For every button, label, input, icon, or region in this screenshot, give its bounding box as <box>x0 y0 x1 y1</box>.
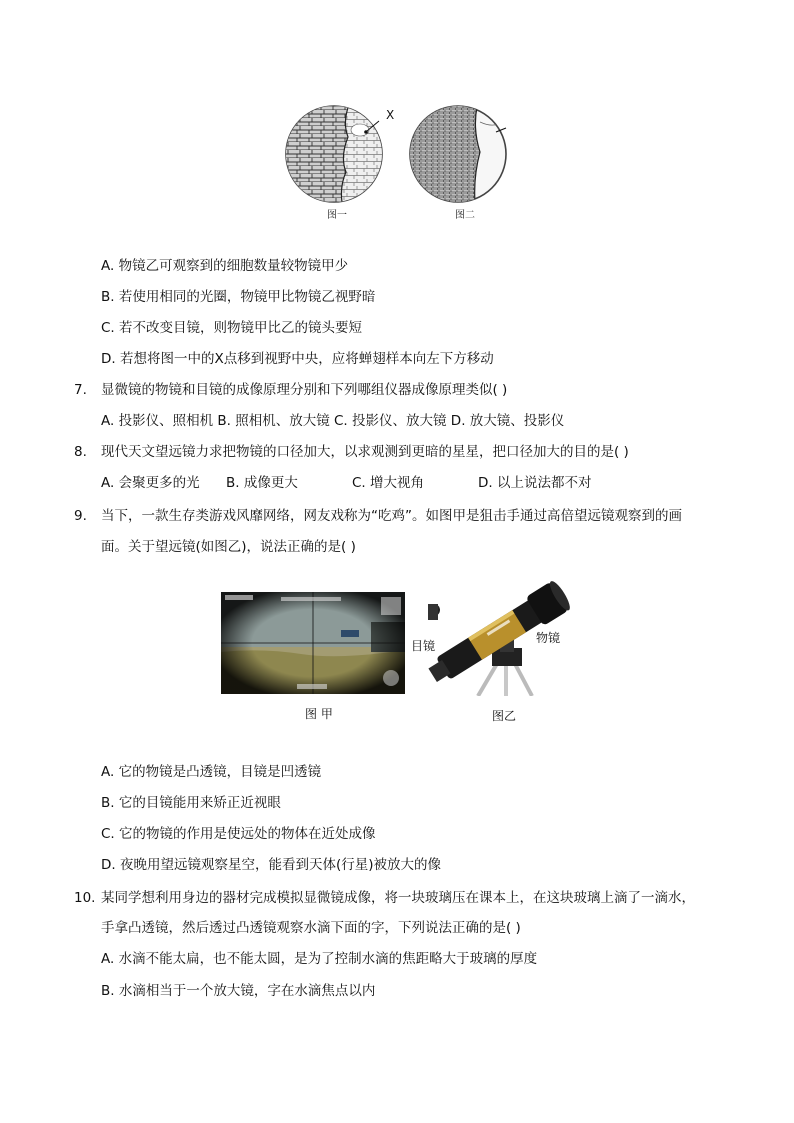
label-x: X <box>386 108 395 122</box>
microscope-view-1 <box>282 102 395 212</box>
q6-option-a: A. 物镜乙可观察到的细胞数量较物镜甲少 <box>101 258 349 274</box>
label-objective: 物镜 <box>536 631 561 645</box>
q8-option-c: C. 增大视角 <box>352 475 425 491</box>
label-eyepiece: 目镜 <box>411 639 436 653</box>
q10-stem-line-2: 手拿凸透镜，然后透过凸透镜观察水滴下面的字，下列说法正确的是( ) <box>101 920 521 936</box>
q10-stem-line-1: 某同学想利用身边的器材完成模拟显微镜成像，将一块玻璃压在课本上，在这块玻璃上滴了一滴水， <box>101 890 695 906</box>
q6-option-b: B. 若使用相同的光圈，物镜甲比物镜乙视野暗 <box>101 289 376 305</box>
q8-option-d: D. 以上说法都不对 <box>478 475 592 491</box>
q6-option-c: C. 若不改变目镜，则物镜甲比乙的镜头要短 <box>101 320 363 336</box>
microscope-view-2 <box>406 102 516 212</box>
q9-option-c: C. 它的物镜的作用是使远处的物体在近处成像 <box>101 826 376 842</box>
q10-number: 10. <box>74 890 96 906</box>
q9-stem-line-2: 面。关于望远镜(如图乙)，说法正确的是( ) <box>101 539 356 555</box>
q7-stem: 显微镜的物镜和目镜的成像原理分别和下列哪组仪器成像原理类似( ) <box>101 382 508 398</box>
caption-figure-1: 图一 <box>327 210 347 221</box>
q6-option-d: D. 若想将图一中的X点移到视野中央，应将蝉翅样本向左下方移动 <box>101 351 494 367</box>
q9-stem-line-1: 当下，一款生存类游戏风靡网络，网友戏称为“吃鸡”。如图甲是狙击手通过高倍望远镜观察到的画 <box>101 508 682 524</box>
q8-stem: 现代天文望远镜力求把物镜的口径加大，以求观测到更暗的星星，把口径加大的目的是( ) <box>101 444 629 460</box>
microscope-figure <box>282 100 522 220</box>
q8-option-a: A. 会聚更多的光 <box>101 475 200 491</box>
caption-figure-2: 图二 <box>455 210 475 221</box>
q8-option-b: B. 成像更大 <box>226 475 298 491</box>
q10-option-b: B. 水滴相当于一个放大镜，字在水滴焦点以内 <box>101 983 376 999</box>
q7-options: A. 投影仪、照相机 B. 照相机、放大镜 C. 投影仪、放大镜 D. 放大镜、投影仪 <box>101 413 565 429</box>
q10-option-a: A. 水滴不能太扁，也不能太圆，是为了控制水滴的焦距略大于玻璃的厚度 <box>101 951 538 967</box>
q9-option-a: A. 它的物镜是凸透镜，目镜是凹透镜 <box>101 764 322 780</box>
caption-figure-yi: 图乙 <box>492 709 517 723</box>
q8-number: 8. <box>74 444 87 460</box>
q7-number: 7. <box>74 382 87 398</box>
caption-figure-jia: 图 甲 <box>305 707 333 721</box>
q9-number: 9. <box>74 508 87 524</box>
q9-option-b: B. 它的目镜能用来矫正近视眼 <box>101 795 281 811</box>
scope-view-image <box>221 592 405 694</box>
q9-option-d: D. 夜晚用望远镜观察星空，能看到天体(行星)被放大的像 <box>101 857 442 873</box>
